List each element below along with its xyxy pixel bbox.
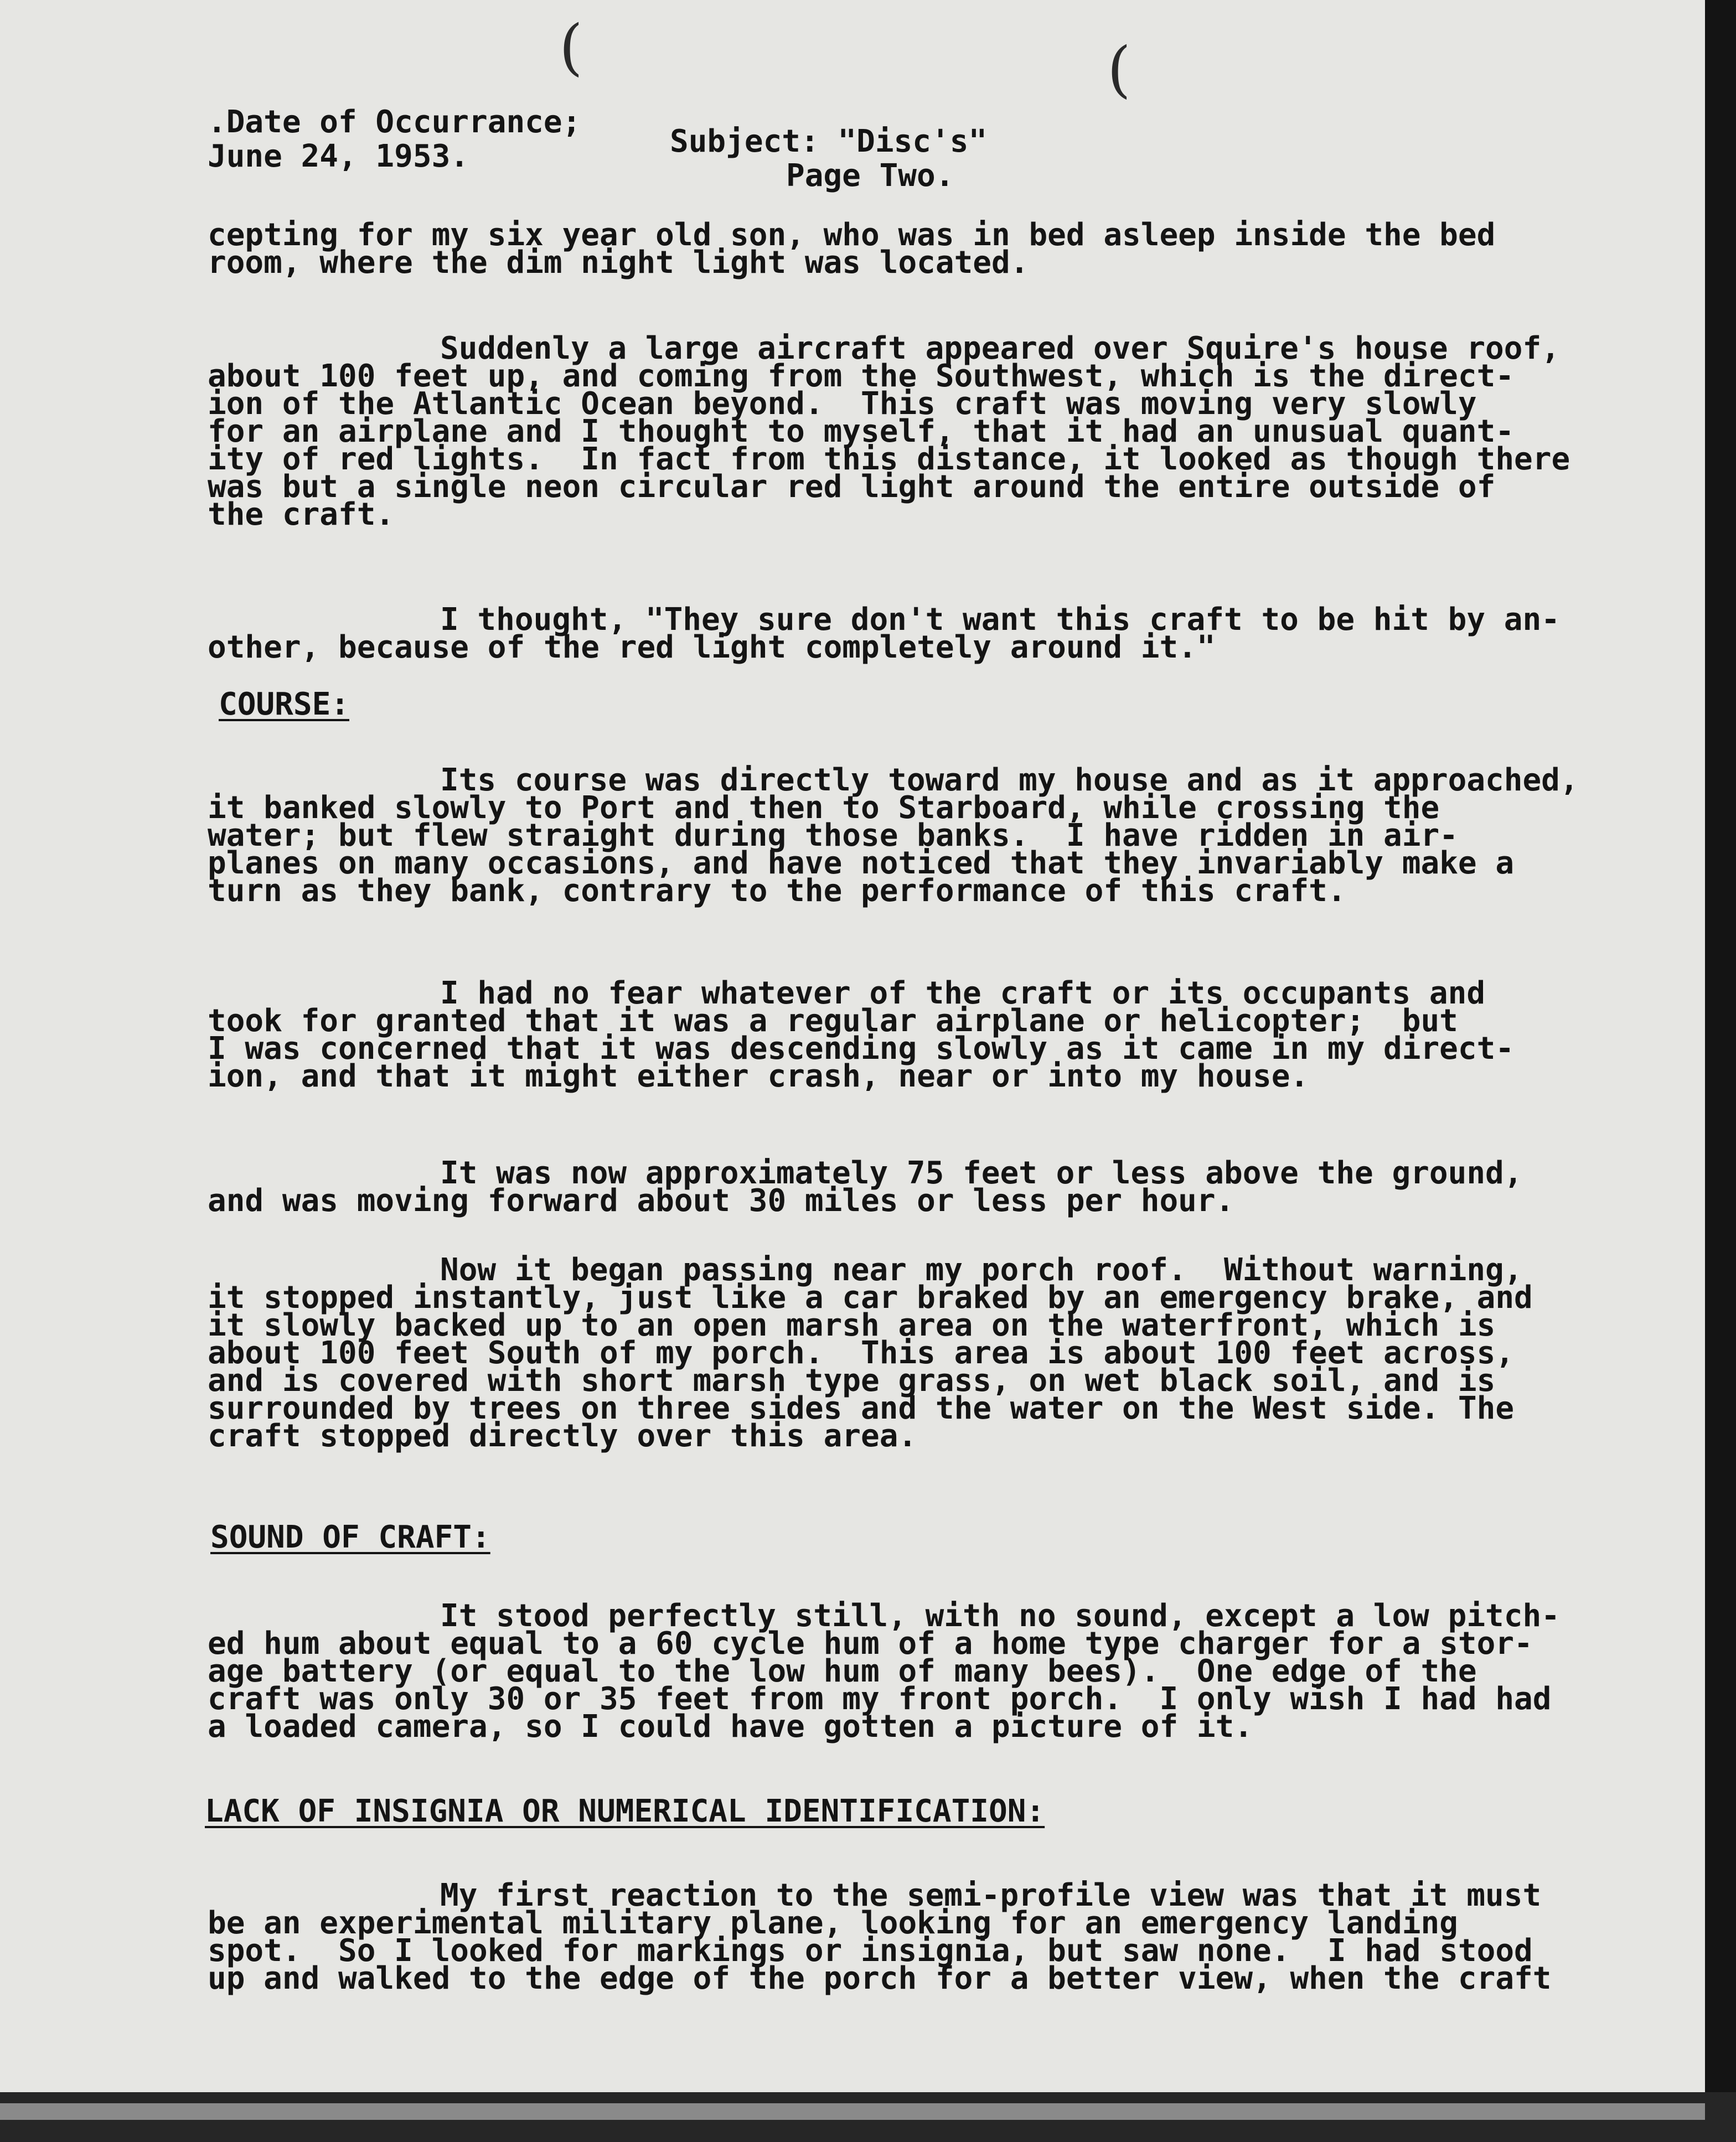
subject-line: Subject: "Disc's": [670, 123, 988, 159]
paragraph-4: Its course was directly toward my house and as it approached, it banked slowly to Port and then to Starboard, while crossing the water; but flew straight during those banks. I have ridden in air- planes on many occasions, and have noticed that they invariably make a turn as they bank, contrary to the performance of this craft.: [208, 762, 1579, 909]
section-heading-insignia: LACK OF INSIGNIA OR NUMERICAL IDENTIFICATION:: [205, 1793, 1045, 1829]
section-heading-course: COURSE:: [219, 686, 350, 722]
section-heading-sound: SOUND OF CRAFT:: [210, 1519, 490, 1555]
paragraph-8: It stood perfectly still, with no sound, except a low pitch- ed hum about equal to a 60 cycle hum of a home type charger for a stor- age battery (or equal to the low hum of many bees). One edge of the craft was only 30 or 35 feet from my front porch. I only wish I had had a loaded camera, so I could have gotten a picture of it.: [208, 1598, 1560, 1745]
scan-border-strip: [0, 2103, 1705, 2120]
handwritten-mark: (: [1107, 34, 1131, 105]
paragraph-7: Now it began passing near my porch roof. Without warning, it stopped instantly, just like a car braked by an emergency brake, and it slowly backed up to an open marsh area on the waterfront, which is about 100 feet South of my porch. This area is about 100 feet across, and is covered with short marsh type grass, on wet black soil, and is surrounded by trees on three sides and the water on the West side. The craft stopped directly over this area.: [208, 1252, 1533, 1454]
paragraph-6: It was now approximately 75 feet or less above the ground, and was moving forward about 30 miles or less per hour.: [208, 1155, 1523, 1219]
handwritten-mark: (: [559, 12, 583, 82]
scan-border-right: [1705, 0, 1736, 2142]
date-value: June 24, 1953.: [208, 138, 469, 174]
paragraph-5: I had no fear whatever of the craft or its occupants and took for granted that it was a regular airplane or helicopter; but I was concerned that it was descending slowly as it came in my direct- ion, and that it might either crash, near or into my house.: [208, 975, 1515, 1094]
subject-block: [670, 125, 987, 193]
paragraph-9: My first reaction to the semi-profile view was that it must be an experimental military plane, looking for an emergency landing spot. So I looked for markings or insignia, but saw none. I had stood up and walked to the edge of the porch for a better view, when the craft: [208, 1877, 1552, 1996]
paragraph-1: cepting for my six year old son, who was in bed asleep inside the bed room, where the dim night light was located.: [208, 217, 1496, 281]
page-number: Page Two.: [786, 158, 954, 194]
date-label: .Date of Occurrance;: [208, 104, 581, 140]
paragraph-3: I thought, "They sure don't want this craft to be hit by an- other, because of the red light completely around it.": [208, 602, 1560, 665]
paragraph-2: Suddenly a large aircraft appeared over Squire's house roof, about 100 feet up, and coming from the Southwest, which is the direct- ion of the Atlantic Ocean beyond. This craft was moving very slowly for an airplane and I thought to myself, that it had an unusual quant- ity of red lights. In fact from this distance, it looked as though there was but a single neon circular red light around the entire outside of the craft.: [208, 330, 1570, 532]
date-block: [208, 105, 581, 174]
